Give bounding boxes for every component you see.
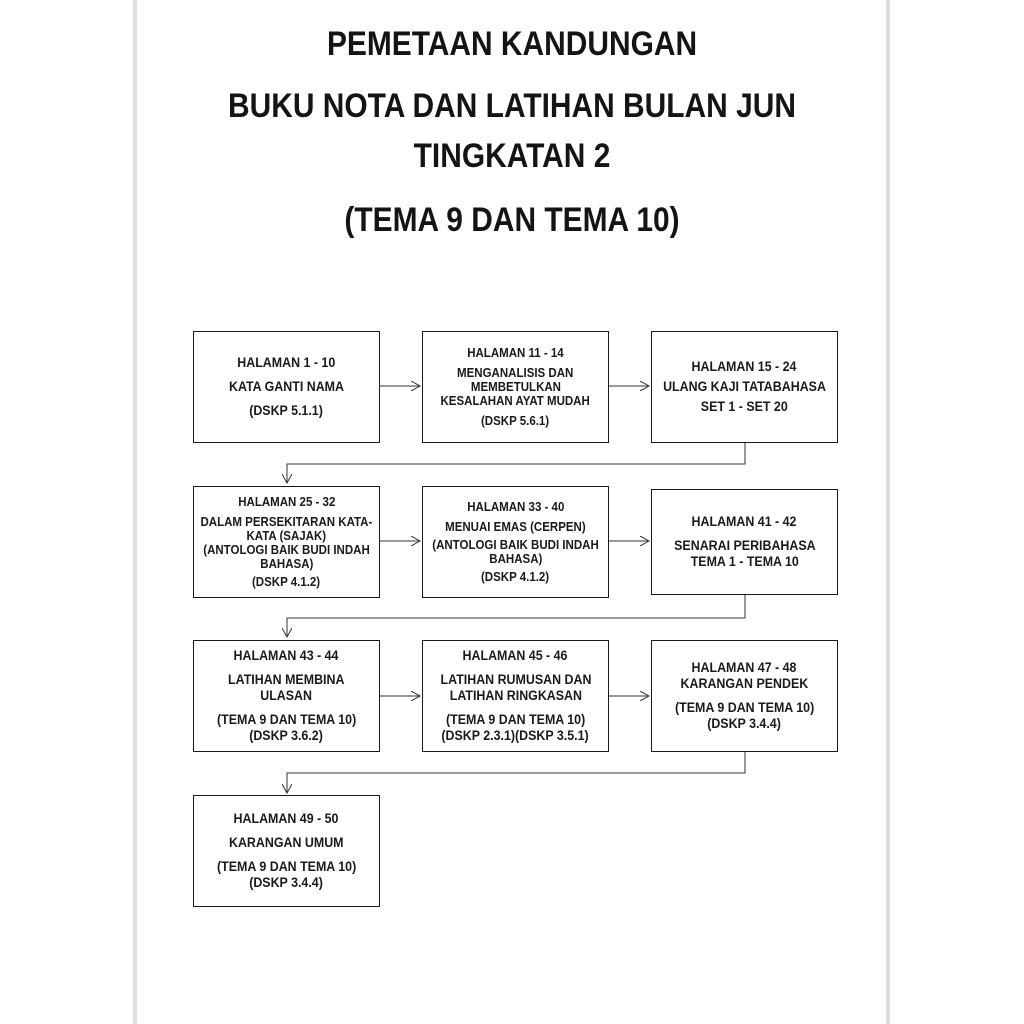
box-heading: HALAMAN 47 - 48 [692,660,797,675]
box-topic: MENGANALISIS DAN [457,366,574,380]
title-line-1: PEMETAAN KANDUNGAN [326,25,698,63]
box-halaman-43-44 [193,640,380,752]
box-topic: ULASAN [260,688,313,703]
box-halaman-25-32 [193,486,380,598]
box-theme: (TEMA 9 DAN TEMA 10) [445,712,586,727]
box-topic: LATIHAN RUMUSAN DAN [440,672,591,687]
arrow-b6-b7 [287,595,745,637]
arrow-b9-b10 [287,752,745,793]
box-halaman-1-10 [193,331,380,443]
box-topic: KARANGAN UMUM [229,835,344,850]
box-source: (ANTOLOGI BAIK BUDI INDAH [432,538,599,552]
box-topic: MENUAI EMAS (CERPEN) [445,520,586,534]
box-dskp: (DSKP 3.4.4) [249,875,324,890]
box-heading: HALAMAN 49 - 50 [234,811,339,826]
box-dskp: (DSKP 2.3.1)(DSKP 3.5.1) [441,728,590,743]
box-halaman-45-46 [422,640,609,752]
title-line-3: TINGKATAN 2 [413,137,611,175]
box-topic: MEMBETULKAN [470,380,561,394]
box-halaman-41-42 [651,489,838,595]
arrow-b3-b4 [287,443,745,483]
box-theme: (TEMA 9 DAN TEMA 10) [674,700,815,715]
box-dskp: (DSKP 4.1.2) [252,575,321,589]
box-heading: HALAMAN 41 - 42 [692,514,797,529]
box-heading: HALAMAN 43 - 44 [234,648,339,663]
box-halaman-49-50 [193,795,380,907]
box-topic: KATA GANTI NAMA [228,379,344,394]
box-source: BAHASA) [488,552,543,566]
box-halaman-33-40 [422,486,609,598]
box-heading: HALAMAN 33 - 40 [466,500,565,514]
box-halaman-47-48 [651,640,838,752]
box-topic: DALAM PERSEKITARAN KATA- [200,515,373,529]
box-heading: HALAMAN 11 - 14 [467,346,564,360]
box-theme: (TEMA 9 DAN TEMA 10) [216,712,357,727]
box-topic: TEMA 1 - TEMA 10 [690,554,799,569]
box-dskp: (DSKP 4.1.2) [481,570,550,584]
box-topic: LATIHAN MEMBINA [228,672,345,687]
box-source: (ANTOLOGI BAIK BUDI INDAH [203,543,370,557]
box-theme: (TEMA 9 DAN TEMA 10) [216,859,357,874]
box-heading: HALAMAN 25 - 32 [237,495,336,509]
box-halaman-11-14 [422,331,609,443]
box-topic: KESALAHAN AYAT MUDAH [440,394,591,408]
box-topic: LATIHAN RINGKASAN [449,688,582,703]
box-dskp: (DSKP 3.4.4) [707,716,782,731]
box-topic: SENARAI PERIBAHASA [673,538,816,553]
box-topic: ULANG KAJI TATABAHASA [663,379,826,394]
box-dskp: (DSKP 3.6.2) [249,728,324,743]
box-heading: HALAMAN 1 - 10 [237,355,336,370]
box-topic: SET 1 - SET 20 [701,399,788,414]
box-dskp: (DSKP 5.6.1) [481,414,550,428]
box-dskp: (DSKP 5.1.1) [249,403,324,418]
box-heading: HALAMAN 45 - 46 [463,648,568,663]
title-line-4: (TEMA 9 DAN TEMA 10) [344,201,680,239]
box-source: BAHASA) [259,557,314,571]
box-topic: KATA (SAJAK) [246,529,327,543]
title-line-2: BUKU NOTA DAN LATIHAN BULAN JUN [228,87,796,125]
box-topic: KARANGAN PENDEK [680,676,809,691]
box-heading: HALAMAN 15 - 24 [692,359,797,374]
box-halaman-15-24 [651,331,838,443]
